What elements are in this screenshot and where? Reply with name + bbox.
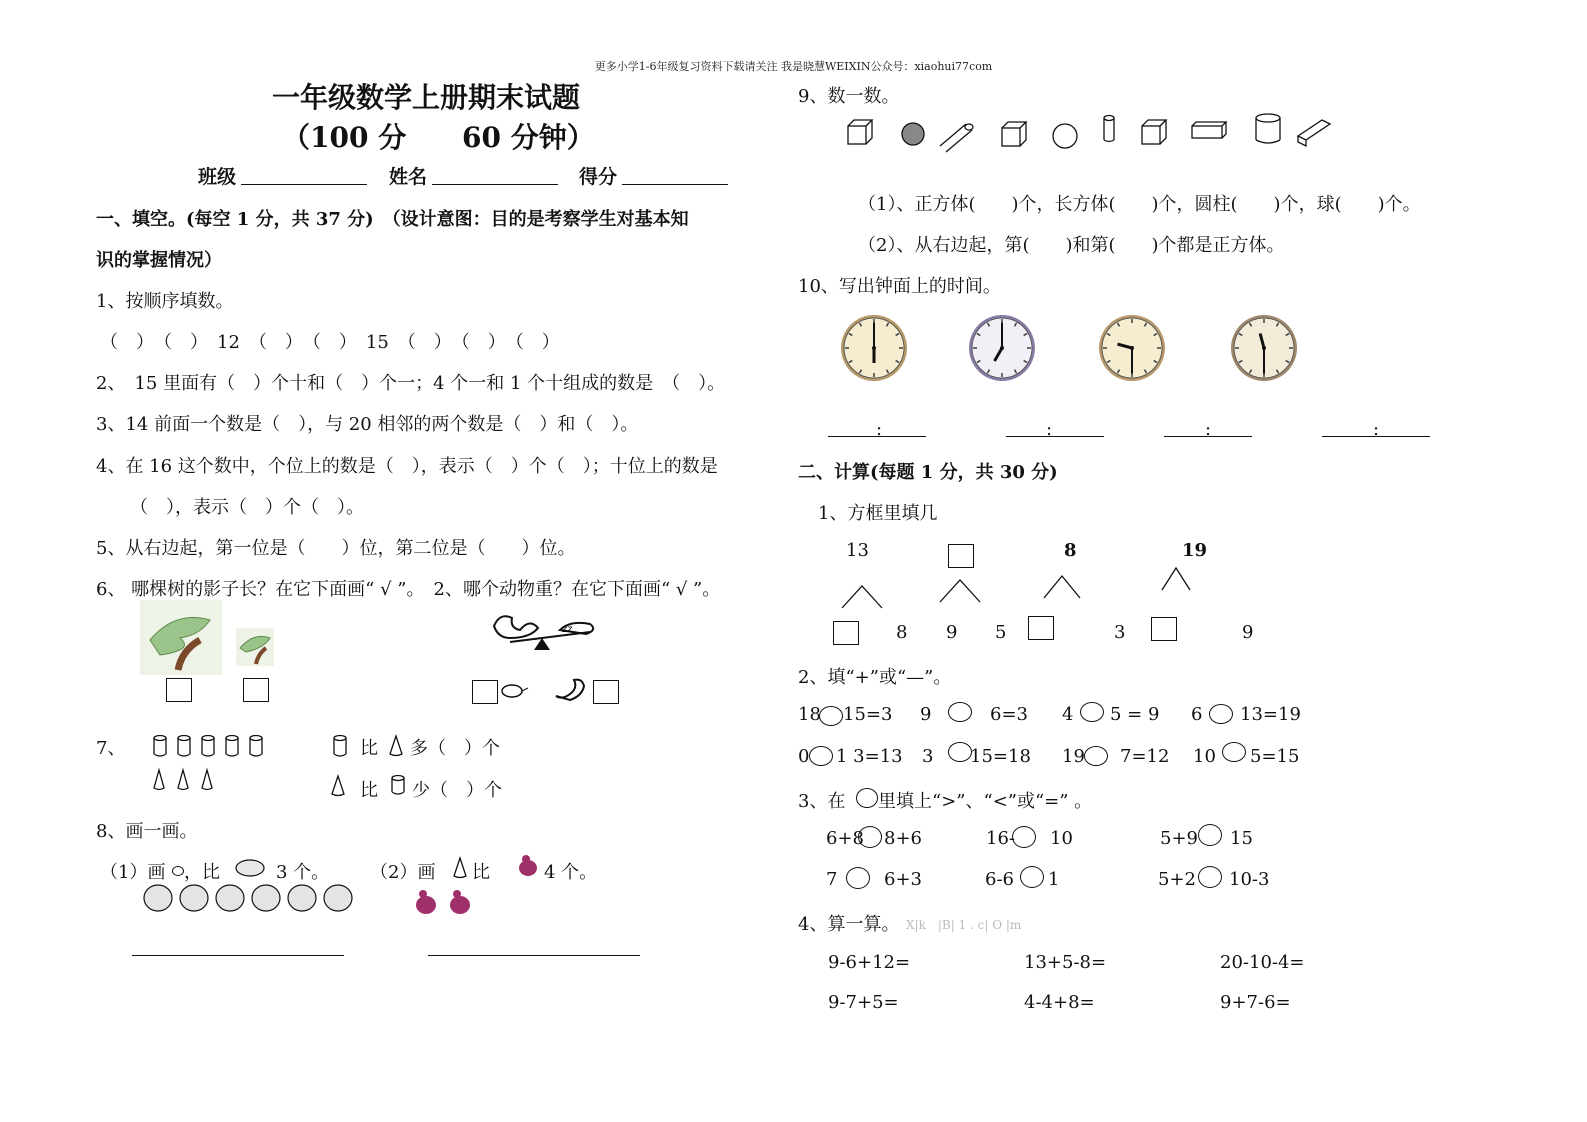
cmp-r1-1-circle[interactable] [858, 826, 882, 848]
clock-2 [969, 315, 1035, 381]
cmp-r1-3b: 15 [1230, 828, 1253, 849]
cones-row [152, 768, 218, 792]
birds-row [412, 888, 476, 918]
q7-line2-compare: 比 [360, 780, 378, 801]
q5-text: 5、从右边起，第一位是（ ）位，第二位是（ ）位。 [96, 538, 576, 559]
section1-heading-cont: 识的掌握情况） [96, 250, 222, 271]
q9-part1: （1）、正方体( )个，长方体( )个，圆柱( )个，球( )个。 [858, 194, 1421, 215]
op-r2-3-circle[interactable] [1084, 746, 1108, 766]
tree4-left-box[interactable] [1151, 617, 1177, 641]
cmp-r1-2a: 16- [986, 828, 1015, 849]
s2-q3-text: 3、在 [798, 791, 846, 812]
cmp-r2-3-circle[interactable] [1198, 866, 1222, 888]
q8-text: 8、画一画。 [96, 821, 198, 842]
clock-1 [841, 315, 907, 381]
tree3-left-box[interactable] [1028, 616, 1054, 640]
op-r2-1b: 1 3=13 [836, 746, 903, 767]
apples-row [142, 882, 354, 914]
op-r1-3-circle[interactable] [1080, 702, 1104, 722]
cmp-r1-2b: 10 [1050, 828, 1073, 849]
svg-text:zz: zz [562, 624, 573, 635]
clock-4 [1231, 315, 1297, 381]
mouse-icon [498, 682, 528, 700]
cmp-r1-1a: 6+8 [826, 828, 864, 849]
q8-part2-a: （2）画 [370, 862, 436, 883]
q4-text: 4、在 16 这个数中，个位上的数是（ ），表示（ ）个（ ）；十位上的数是 [96, 456, 718, 477]
op-r1-4b: 13=19 [1240, 704, 1301, 725]
cmp-r2-2-circle[interactable] [1020, 866, 1044, 888]
small-tree-image [236, 628, 274, 666]
clock-colon-4: : [1373, 419, 1380, 440]
op-r2-4b: 5=15 [1250, 746, 1300, 767]
class-blank[interactable] [241, 184, 367, 185]
tree1-top: 13 [846, 540, 869, 561]
cmp-r2-3b: 10-3 [1229, 869, 1270, 890]
seesaw-animals-image [490, 608, 602, 658]
clocks-group [840, 312, 1310, 386]
op-r2-2b: 15=18 [970, 746, 1031, 767]
cylinder-icon-b [390, 774, 406, 798]
cylinder-icon-a [332, 734, 348, 758]
s2-q3-circle-icon [856, 788, 878, 808]
s2-q3-text-b: 里填上“>”、“<”或“=” 。 [878, 791, 1093, 812]
q10-text: 10、写出钟面上的时间。 [798, 276, 1001, 297]
op-r1-3a: 4 [1062, 704, 1074, 725]
tree3-top: 8 [1064, 540, 1077, 561]
cone-icon-a [388, 734, 404, 758]
clock-3 [1099, 315, 1165, 381]
op-r1-1-circle[interactable] [819, 706, 843, 726]
cone-icon-c [452, 856, 468, 880]
op-r2-1a: 0 [798, 746, 810, 767]
op-r1-1a: 18 [798, 704, 821, 725]
cmp-r2-2b: 1 [1048, 869, 1060, 890]
calc-r2-1: 9-7+5= [828, 992, 899, 1013]
q1-sequence: （ ） （ ） 12 （ ） （ ） 15 （ ） （ ） （ ） [100, 332, 560, 353]
tree2-left: 9 [946, 622, 958, 643]
cmp-r1-1b: 8+6 [884, 828, 922, 849]
name-blank[interactable] [432, 184, 558, 185]
apple-icon-small [234, 858, 268, 878]
clock-colon-2: : [1046, 419, 1053, 440]
op-r1-1b: 15=3 [843, 704, 893, 725]
q7-number: 7、 [96, 738, 126, 759]
op-r1-4a: 6 [1191, 704, 1203, 725]
q7-line1-answer: 多（ ）个 [410, 738, 500, 759]
s2-q1-text: 1、方框里填几 [818, 503, 938, 524]
tree-answer-box-1[interactable] [166, 678, 192, 702]
tree3-right: 3 [1114, 622, 1126, 643]
bird-icon-small [516, 852, 540, 880]
q3-text: 3、14 前面一个数是（ ），与 20 相邻的两个数是（ ）和（ ）。 [96, 414, 639, 435]
clock-answer-2[interactable] [1006, 436, 1104, 437]
clock-colon-3: : [1205, 419, 1212, 440]
tree-branches [830, 566, 1210, 610]
cmp-r2-1a: 7 [826, 869, 838, 890]
subtitle-time: 60 分钟） [462, 121, 595, 154]
q8-part2-c: 4 个。 [544, 862, 598, 883]
op-r1-2b: 6=3 [990, 704, 1028, 725]
calc-r2-2: 4-4+8= [1024, 992, 1095, 1013]
q8-part1-c: 3 个。 [276, 862, 330, 883]
score-label: 得分 [579, 166, 618, 188]
op-r2-2-circle[interactable] [948, 742, 972, 762]
tree4-top: 19 [1182, 540, 1208, 561]
q7-line1-compare: 比 [360, 738, 378, 759]
animal-answer-box-1[interactable] [472, 680, 498, 704]
q8-part1-b: ，比 [184, 862, 220, 883]
op-r2-1-circle[interactable] [809, 746, 833, 766]
tree4-right: 9 [1242, 622, 1254, 643]
q8-part2-b: 比 [472, 862, 490, 883]
op-r2-3a: 19 [1062, 746, 1085, 767]
cmp-r1-3a: 5+9 [1160, 828, 1198, 849]
q9-text: 9、数一数。 [798, 86, 900, 107]
q8-draw-line-2[interactable] [428, 955, 640, 956]
animal-answer-box-2[interactable] [593, 680, 619, 704]
cone-icon-b [330, 774, 346, 798]
tree-answer-box-2[interactable] [243, 678, 269, 702]
q1-text: 1、按顺序填数。 [96, 291, 234, 312]
section1-heading: 一、填空。(每空 1 分，共 37 分) （设计意图：目的是考察学生对基本知 [96, 209, 689, 230]
cmp-r1-3-circle[interactable] [1198, 824, 1222, 846]
watermark-text: X|k |B| 1 . c| O |m [906, 918, 1022, 932]
s2-q2-text: 2、填“+”或“—”。 [798, 667, 952, 688]
shapes-row [846, 112, 1332, 152]
class-label: 班级 [198, 166, 237, 188]
name-label: 姓名 [389, 166, 428, 188]
q2-text: 2、 15 里面有（ ）个十和（ ）个一；4 个一和 1 个十组成的数是 （ ）。 [96, 373, 726, 394]
cmp-r2-1b: 6+3 [884, 869, 922, 890]
calc-r1-2: 13+5-8= [1024, 952, 1107, 973]
section2-heading: 二、计算(每题 1 分，共 30 分) [798, 462, 1058, 483]
clock-colon-1: : [876, 419, 883, 440]
calc-r1-3: 20-10-4= [1220, 952, 1305, 973]
subtitle-score: （100 分 [282, 121, 407, 154]
op-r1-3b: 5 = 9 [1110, 704, 1160, 725]
cmp-r1-2-circle[interactable] [1012, 826, 1036, 848]
big-tree-image [140, 600, 222, 675]
header-note: 更多小学1-6年级复习资料下载请关注 我是晓慧WEIXIN公众号：xiaohui77com [594, 60, 993, 73]
op-r2-2a: 3 [922, 746, 934, 767]
calc-r2-3: 9+7-6= [1220, 992, 1291, 1013]
score-blank[interactable] [622, 184, 728, 185]
q4-text-cont: （ ），表示（ ）个（ ）。 [130, 497, 364, 518]
op-r1-4-circle[interactable] [1209, 704, 1233, 724]
s2-q4-text: 4、算一算。 [798, 914, 900, 935]
calc-r1-1: 9-6+12= [828, 952, 911, 973]
q8-draw-line-1[interactable] [132, 955, 344, 956]
q8-part1-a: （1）画 [100, 862, 166, 883]
cmp-r2-1-circle[interactable] [846, 867, 870, 889]
q7-line2-answer: 少（ ）个 [412, 780, 502, 801]
cylinders-row [152, 734, 264, 758]
q6-text: 6、 哪棵树的影子长？在它下面画“ √ ”。 2、哪个动物重？在它下面画“ √ ”。 [96, 579, 721, 600]
tree2-top-box[interactable] [948, 544, 974, 568]
cmp-r2-2a: 6-6 [985, 869, 1014, 890]
op-r2-3b: 7=12 [1120, 746, 1170, 767]
op-r2-4a: 10 [1193, 746, 1216, 767]
cmp-r2-3a: 5+2 [1158, 869, 1196, 890]
tree2-right: 5 [995, 622, 1007, 643]
squirrel-icon [552, 674, 588, 702]
op-r2-4-circle[interactable] [1222, 742, 1246, 762]
page-title: 一年级数学上册期末试题 [272, 81, 581, 114]
tree1-right: 8 [896, 622, 908, 643]
small-circle-icon [172, 866, 184, 876]
tree1-left-box[interactable] [833, 621, 859, 645]
q9-part2: （2）、从右边起，第( )和第( )个都是正方体。 [858, 235, 1285, 256]
op-r1-2a: 9 [920, 704, 932, 725]
op-r1-2-circle[interactable] [948, 702, 972, 722]
